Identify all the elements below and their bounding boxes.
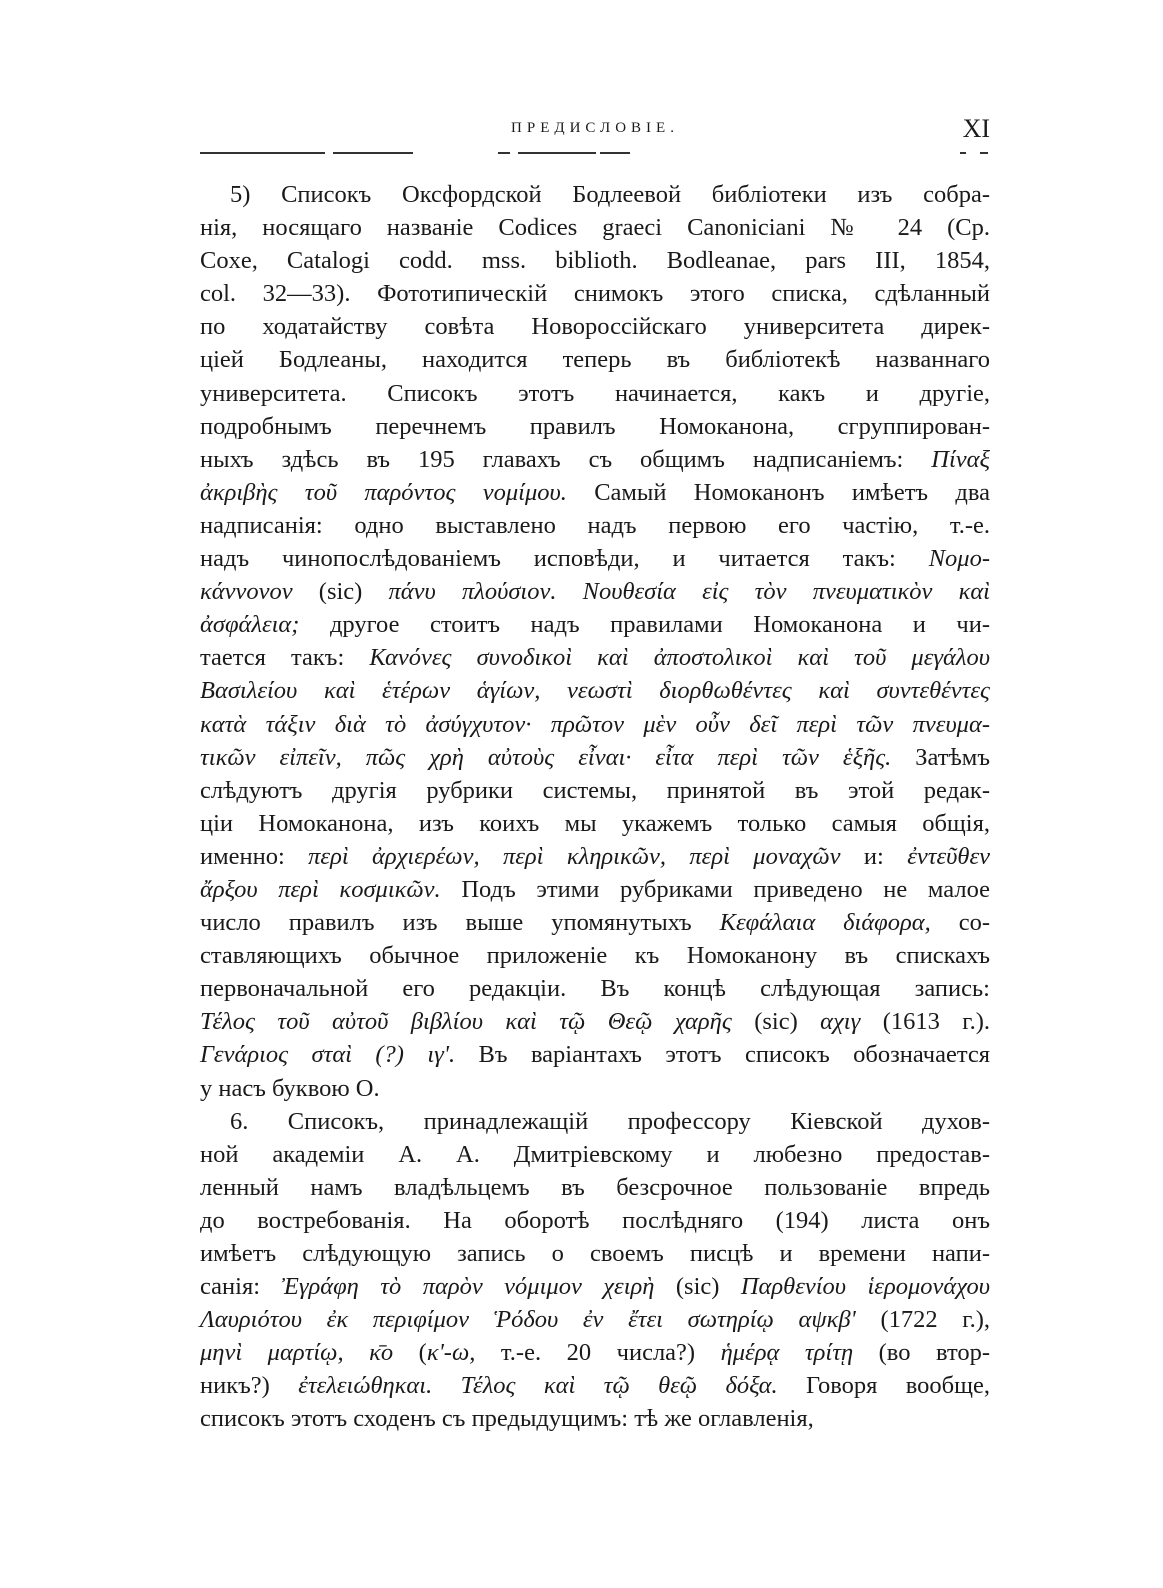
greek-text: κ'-ω,	[426, 1339, 476, 1367]
line-text: тается такъ:	[200, 644, 370, 672]
line-text: (1722 г.),	[855, 1306, 990, 1334]
header-rule	[960, 152, 966, 154]
greek-text: Παρθενίου ἱερομονάχου	[740, 1273, 990, 1301]
greek-text: Γενάριος σταὶ (?) ιγ'.	[200, 1041, 456, 1069]
line-text: надъ чинопослѣдованіемъ исповѣди, и читается такъ:	[200, 545, 929, 573]
greek-text: κατὰ τάξιν διὰ τὸ ἀσύγχυτον· πρῶτον μὲν οὖν δεῖ περὶ τῶν πνευμα-	[200, 710, 990, 738]
greek-text: τικῶν εἰπεῖν, πῶς χρὴ αὐτοὺς εἶναι· εἶτα περὶ τῶν ἑξῆς.	[200, 743, 892, 771]
line-text: Самый Номоканонъ имѣетъ два	[566, 478, 990, 506]
page-header	[200, 114, 990, 160]
greek-text: πάνυ πλούσιον. Νουθεσία εἰς τὸν πνευματικὸν καὶ	[388, 578, 990, 606]
text-line	[200, 1171, 990, 1204]
greek-text: ἀκριβὴς τοῦ παρόντος νομίμου.	[200, 478, 567, 506]
greek-text: Ἐγράφη τὸ παρὸν νόμιμον χειρὴ	[281, 1273, 655, 1301]
text-line	[200, 1072, 990, 1105]
line-text: по ходатайству совѣта Новороссійскаго университета дирек-	[200, 313, 990, 341]
text-line	[200, 310, 990, 343]
text-line	[200, 1105, 990, 1138]
line-text: подробнымъ перечнемъ правилъ Номоканона, сгруппирован-	[200, 412, 990, 440]
text-line	[200, 1038, 990, 1071]
line-text: 6. Списокъ, принадлежащій профессору Кіевской духов-	[230, 1107, 990, 1135]
line-text: со-	[930, 909, 990, 937]
header-rule	[200, 152, 325, 154]
text-line	[200, 1402, 990, 1435]
line-text: ціи Номоканона, изъ коихъ мы укажемъ только самыя общія,	[200, 809, 990, 837]
line-text: Говоря вообще,	[777, 1372, 990, 1400]
text-line	[200, 1336, 990, 1369]
line-text: (sic)	[731, 1008, 821, 1036]
greek-text: ἀσφάλεια;	[200, 611, 300, 639]
line-text: никъ?)	[200, 1372, 299, 1400]
header-rule	[518, 152, 596, 154]
line-text: ленный намъ владѣльцемъ въ безсрочное пользованіе впредь	[200, 1173, 990, 1201]
text-line	[200, 1204, 990, 1237]
text-line	[200, 906, 990, 939]
line-text: число правилъ изъ выше упомянутыхъ	[200, 909, 720, 937]
line-text: Coxe, Catalogi codd. mss. biblioth. Bodleanae, pars III, 1854,	[200, 247, 990, 275]
text-line	[200, 343, 990, 376]
line-text: (sic)	[292, 578, 389, 606]
line-text: (	[393, 1339, 427, 1367]
line-text: ной академіи А. А. Дмитріевскому и любезно предостав-	[200, 1140, 990, 1168]
line-text: ціей Бодлеаны, находится теперь въ библіотекѣ названнаго	[200, 346, 990, 374]
line-text: (sic)	[654, 1273, 741, 1301]
line-text: слѣдуютъ другія рубрики системы, принятой въ этой редак-	[200, 776, 990, 804]
greek-text: ἄρξου περὶ κοσμικῶν.	[200, 875, 441, 903]
body-text	[200, 178, 990, 1436]
line-text: университета. Списокъ этотъ начинается, какъ и другіе,	[200, 379, 990, 407]
greek-text: ἐτελειώθηκαι. Τέλος καὶ τῷ θεῷ δόξα.	[298, 1372, 778, 1400]
text-line	[200, 873, 990, 906]
greek-text: αχιγ	[820, 1008, 861, 1036]
greek-text: κάννονον	[200, 578, 293, 606]
text-line	[200, 741, 990, 774]
line-text: ставляющихъ обычное приложеніе къ Номоканону въ спискахъ	[200, 942, 990, 970]
greek-text: Κανόνες συνοδικοὶ καὶ ἀποστολικοὶ καὶ τοῦ μεγάλου	[369, 644, 990, 672]
paragraph	[200, 1105, 990, 1436]
line-text: Затѣмъ	[891, 743, 990, 771]
text-line	[200, 674, 990, 707]
greek-text: Βασιλείου καὶ ἑτέρων ἁγίων, νεωστὶ διορθωθέντες καὶ συντεθέντες	[200, 677, 990, 705]
line-text: санія:	[200, 1273, 282, 1301]
line-text: списокъ этотъ сходенъ съ предыдущимъ: тѣ же оглавленія,	[200, 1405, 814, 1433]
text-line	[200, 840, 990, 873]
text-line	[200, 277, 990, 310]
text-line	[200, 1005, 990, 1038]
greek-text: Τέλος τοῦ αὐτοῦ βιβλίου καὶ τῷ Θεῷ χαρῆς	[200, 1008, 732, 1036]
line-text: и:	[840, 842, 908, 870]
line-text: 5) Списокъ Оксфордской Бодлеевой библіотеки изъ собра-	[230, 181, 990, 208]
text-line	[200, 608, 990, 641]
line-text: т.-е. 20 числа?)	[475, 1339, 721, 1367]
line-text: Въ варіантахъ этотъ списокъ обозначается	[455, 1041, 990, 1069]
text-line	[200, 377, 990, 410]
line-text: нія, носящаго названіе Codices graeci Canoniciani № 24 (Ср.	[200, 214, 990, 242]
greek-text: Κεφάλαια διάφορα,	[719, 909, 931, 937]
line-text: до востребованія. На оборотѣ послѣдняго (194) листа онъ	[200, 1206, 990, 1234]
header-rule	[600, 152, 630, 154]
text-line	[200, 244, 990, 277]
line-text: (1613 г.).	[860, 1008, 990, 1036]
text-line	[200, 972, 990, 1005]
greek-text: Πίναξ	[931, 445, 990, 473]
text-line	[200, 542, 990, 575]
greek-text: ἡμέρᾳ τρίτῃ	[720, 1339, 854, 1367]
line-text: Подъ этими рубриками приведено не малое	[440, 875, 990, 903]
text-line	[200, 476, 990, 509]
text-line	[200, 1303, 990, 1336]
text-line	[200, 443, 990, 476]
text-line	[200, 1270, 990, 1303]
header-rule	[980, 152, 988, 154]
line-text: другое стоитъ надъ правилами Номоканона и чи-	[299, 611, 990, 639]
text-line	[200, 211, 990, 244]
text-line	[200, 509, 990, 542]
line-text: (во втор-	[853, 1339, 990, 1367]
text-line	[200, 1237, 990, 1270]
text-line	[200, 1369, 990, 1402]
greek-text: Νομο-	[928, 545, 990, 573]
line-text: первоначальной его редакціи. Въ концѣ слѣдующая запись:	[200, 975, 990, 1003]
text-line	[200, 807, 990, 840]
header-rule	[333, 152, 413, 154]
line-text: у насъ буквою O.	[200, 1074, 380, 1102]
text-line	[200, 774, 990, 807]
header-rule	[498, 152, 510, 154]
running-title: ПРЕДИСЛОВІЕ.	[511, 120, 679, 136]
text-line	[200, 410, 990, 443]
text-line	[200, 178, 990, 211]
text-line	[200, 575, 990, 608]
line-text: надписанія: одно выставлено надъ первою его частію, т.-е.	[200, 511, 990, 539]
line-text: имѣетъ слѣдующую запись о своемъ писцѣ и времени напи-	[200, 1240, 990, 1267]
text-line	[200, 641, 990, 674]
text-line	[200, 1138, 990, 1171]
greek-text: ἐντεῦθεν	[907, 842, 990, 870]
page-number: XI	[962, 114, 990, 143]
line-text: именно:	[200, 842, 309, 870]
text-line	[200, 708, 990, 741]
line-text: col. 32—33). Фототипическій снимокъ этого списка, сдѣланный	[200, 280, 990, 308]
greek-text: μηνὶ μαρτίῳ, κ̄ο	[200, 1339, 394, 1367]
greek-text: περὶ ἀρχιερέων, περὶ κληρικῶν, περὶ μοναχῶν	[308, 842, 841, 870]
text-line	[200, 939, 990, 972]
greek-text: Λαυριότου ἐκ περιφίμον Ῥόδου ἐν ἔτει σωτηρίῳ αψκβ'	[200, 1306, 856, 1334]
line-text: ныхъ здѣсь въ 195 главахъ съ общимъ надписаніемъ:	[200, 445, 932, 473]
paragraph	[200, 178, 990, 1105]
